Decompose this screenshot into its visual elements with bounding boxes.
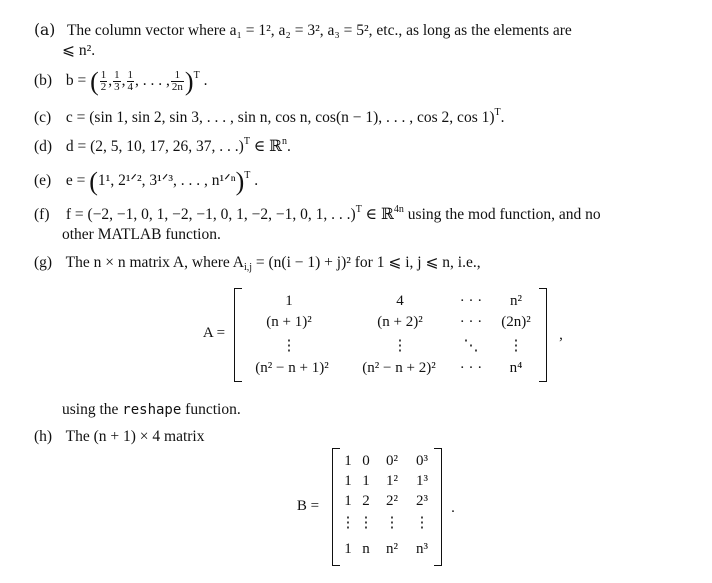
matrix-cell: 1³ xyxy=(416,473,428,489)
matrix-a-after: , xyxy=(559,327,563,343)
matrix-cell: 0 xyxy=(362,453,370,469)
matrix-cell: ⋮ xyxy=(281,338,297,354)
matrix-cell: · · · xyxy=(459,314,483,330)
matrix-cell: ⋮ xyxy=(340,515,356,531)
matrix-cell: 2 xyxy=(362,493,370,509)
item-b-close-paren: ) xyxy=(184,67,194,96)
item-d-end: . xyxy=(287,138,291,155)
item-f-line2: other MATLAB function. xyxy=(62,226,221,243)
matrix-cell: n⁴ xyxy=(509,360,523,376)
item-g-using-pre: using the xyxy=(62,401,123,418)
matrix-cell: (n + 2)² xyxy=(377,314,423,330)
matrix-cell: (2n)² xyxy=(501,314,531,330)
item-f xyxy=(34,205,694,225)
item-b-label: (b) xyxy=(34,72,53,89)
matrix-cell: ⋮ xyxy=(384,515,400,531)
item-e-lhs: e = xyxy=(65,172,86,189)
item-g-text: The n × n matrix A, where A xyxy=(65,254,244,271)
item-d xyxy=(34,137,694,157)
transpose-mark: T xyxy=(244,170,251,181)
item-c-label: (c) xyxy=(34,109,52,126)
item-f-tail: using the mod function, and no xyxy=(403,206,601,223)
matrix-a-lhs: A = xyxy=(202,325,226,341)
item-e-end: . xyxy=(254,172,259,189)
matrix-cell: 1 xyxy=(362,473,370,489)
matrix-b-left-bracket xyxy=(332,448,340,566)
item-e xyxy=(34,166,694,196)
item-b-lhs: b = xyxy=(65,72,87,89)
matrix-cell: 0³ xyxy=(416,453,428,469)
matrix-cell: · · · xyxy=(459,293,483,309)
item-c-end: . xyxy=(500,109,505,126)
item-g xyxy=(34,253,694,273)
item-e-open-paren: ( xyxy=(89,167,98,196)
matrix-cell: n² xyxy=(386,541,398,557)
matrix-cell: 1² xyxy=(386,473,398,489)
item-g-rest: = (n(i − 1) + j)² for 1 ⩽ i, j ⩽ n, i.e., xyxy=(252,254,481,271)
matrix-cell: 0² xyxy=(386,453,398,469)
item-e-label: (e) xyxy=(34,172,52,189)
matrix-cell: (n² − n + 1)² xyxy=(255,360,329,376)
matrix-cell: 1 xyxy=(344,453,352,469)
item-e-inner: 1¹, 2¹ᐟ², 3¹ᐟ³, . . . , n¹ᐟⁿ xyxy=(97,172,236,189)
item-f-label: (f) xyxy=(34,206,50,223)
item-d-text: d = (2, 5, 10, 17, 26, 37, . . .) xyxy=(65,138,244,155)
matrix-cell: 4 xyxy=(396,293,404,309)
fraction: $\frac{1}{3}$ xyxy=(114,68,120,93)
item-h xyxy=(34,427,694,447)
item-f-rest: ∈ ℝ xyxy=(361,206,394,223)
fraction: $\frac{1}{2}$ xyxy=(100,68,107,93)
item-f-dim: 4n xyxy=(393,204,404,215)
item-g-using-post: function. xyxy=(181,401,241,418)
item-g-sub: i,j xyxy=(243,262,253,273)
transpose-mark: T xyxy=(193,70,200,81)
matrix-a-right-bracket xyxy=(539,288,547,382)
item-a xyxy=(34,20,694,41)
matrix-cell: n³ xyxy=(416,541,428,557)
matrix-cell: 2³ xyxy=(416,493,428,509)
matrix-cell: (n + 1)² xyxy=(266,314,312,330)
transpose-mark: T xyxy=(243,136,250,147)
item-d-rest: ∈ ℝ xyxy=(249,138,283,155)
fraction: $\frac{1}{2n}$ xyxy=(171,68,183,93)
matrix-cell: ⋮ xyxy=(508,338,524,354)
matrix-cell: 1 xyxy=(344,541,352,557)
matrix-cell: 1 xyxy=(344,493,352,509)
transpose-mark: T xyxy=(355,204,362,215)
item-f-text: f = (−2, −1, 0, 1, −2, −1, 0, 1, −2, −1, 0, 1, . . .) xyxy=(65,206,356,223)
fraction: $\frac{1}{4}$ xyxy=(127,68,134,93)
item-b-open-paren: ( xyxy=(90,67,99,96)
matrix-cell: ⋮ xyxy=(358,515,374,531)
item-h-label: (h) xyxy=(34,428,53,445)
matrix-cell: ⋮ xyxy=(414,515,430,531)
item-h-text: The (n + 1) × 4 matrix xyxy=(65,428,205,445)
matrix-cell: 1 xyxy=(344,473,352,489)
item-b: (b) b = ( $\frac{1}{2}$ , $\frac{1}{3}$ , $\frac{1}{4}$ , . . . , $\frac{1}{2n}$ )$^T$ . xyxy=(34,67,208,96)
item-g-function-name: reshape xyxy=(122,402,182,418)
matrix-cell: n² xyxy=(510,293,522,309)
matrix-cell: ⋮ xyxy=(392,338,408,354)
item-a-text: The column vector where a₁ = 1², a₂ = 3², a₃ = 5², etc., as long as the elements are xyxy=(66,22,572,39)
item-d-dim: n xyxy=(282,136,288,147)
matrix-cell: ⋱ xyxy=(463,338,479,354)
item-a-label: (a) xyxy=(34,21,56,39)
item-b-dots: , . . . , xyxy=(135,72,170,89)
item-c-text: c = (sin 1, sin 2, sin 3, . . . , sin n, cos n, cos(n − 1), . . . , cos 2, cos 1) xyxy=(65,109,495,126)
item-g-using xyxy=(62,400,241,420)
matrix-cell: · · · xyxy=(459,360,483,376)
matrix-cell: (n² − n + 2)² xyxy=(362,360,436,376)
item-a-line2: ⩽ n². xyxy=(62,42,96,59)
matrix-b-after: . xyxy=(451,500,455,516)
item-g-label: (g) xyxy=(34,254,53,271)
item-e-close-paren: ) xyxy=(235,167,245,196)
matrix-b-lhs: B = xyxy=(296,498,320,514)
matrix-cell: 2² xyxy=(386,493,398,509)
transpose-mark: T xyxy=(494,107,501,118)
matrix-cell: 1 xyxy=(285,293,293,309)
matrix-cell: n xyxy=(362,541,370,557)
item-c xyxy=(34,108,694,128)
item-d-label: (d) xyxy=(34,138,53,155)
